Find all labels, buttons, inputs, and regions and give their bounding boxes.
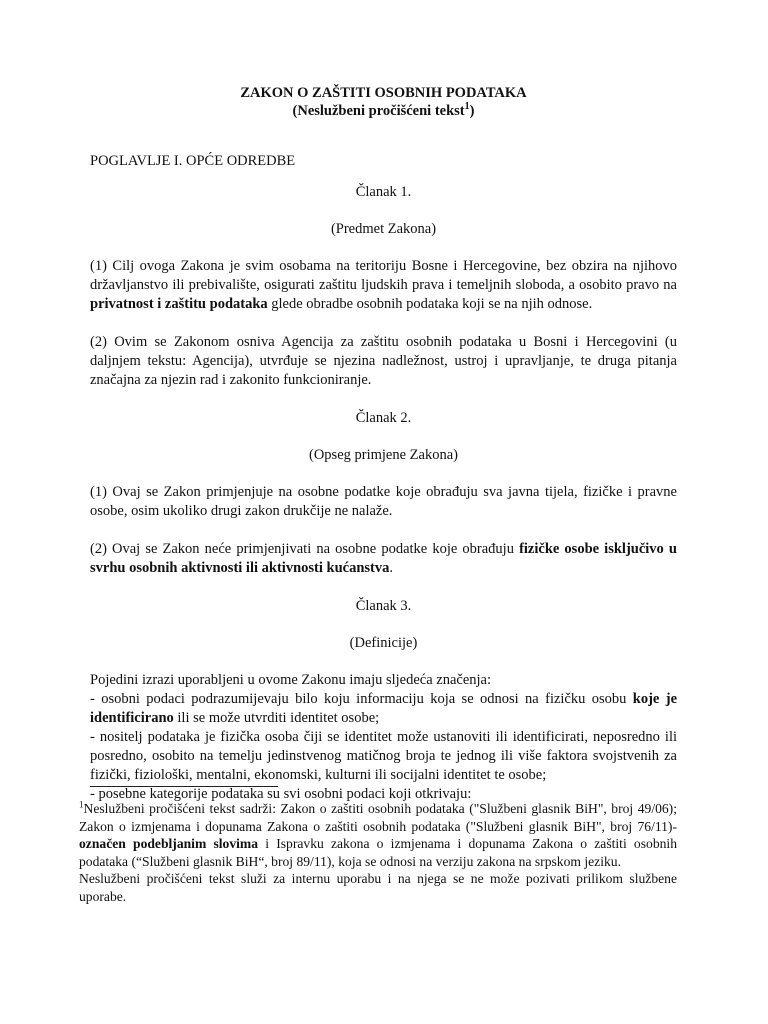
definition-item: - osobni podaci podrazumijevaju bilo koju informaciju koja se odnosi na fizičku osobu koje je identificirano ili se može utvrditi identitet osobe; [90,691,678,726]
article3-subheading: (Definicije) [349,635,418,651]
footnote-note: Neslužbeni pročišćeni tekst služi za internu uporabu i na njega se ne može pozivati prilikom službene uporabe. [79,871,677,904]
article1-paragraph1: (1) Cilj ovoga Zakona je svim osobama na teritoriju Bosne i Hercegovine, bez obzira na njihovo državljanstvo ili prebivalište, osigurati zaštitu ljudskih prava i temeljnih sloboda, a osobito pravo na privatnost i zaštitu podataka glede obradbe osobnih podataka koji se na njih odnose. [90,258,677,312]
footnote [79,800,677,905]
definition-item: - nositelj podataka je fizička osoba čiji se identitet može ustanoviti ili identificirati, neposredno ili posredno, osobito na temelju jedinstvenog matičnog broja te jednog ili više faktora svojstvenih za fizički, fiziološki, mentalni, ekonomski, kulturni ili socijalni identitet te osobe; [90,729,677,783]
article1-heading: Članak 1. [355,184,412,200]
article1-subheading: (Predmet Zakona) [330,221,437,237]
document-subtitle: (Neslužbeni pročišćeni tekst$^1$) [292,101,475,119]
definition-item: - posebne kategorije podataka su svi osobni podaci koji otkrivaju: [90,786,472,802]
article2-paragraph2: (2) Ovaj se Zakon neće primjenjivati na osobne podatke koje obrađuju fizičke osobe isključivo u svrhu osobnih aktivnosti ili aktivnosti kućanstva. [90,541,677,576]
footnote-ref[interactable]: 1 [464,101,470,113]
article3-intro: Pojedini izrazi uporabljeni u ovome Zakonu imaju sljedeća značenja: [90,672,492,688]
footnote-separator [90,786,278,787]
article2-subheading: (Opseg primjene Zakona) [309,447,458,463]
article2-heading: Članak 2. [355,410,412,426]
chapter-heading: POGLAVLJE I. OPĆE ODREDBE [90,153,296,169]
footnote-text: $^1$Neslužbeni pročišćeni tekst sadrži: Zakon o zaštiti osobnih podataka ("Službeni glasnik BiH", broj 49/06); Zakon o izmjenama i dopunama Zakona o zaštiti osobnih podataka ("Službeni glasnik BiH", broj 76/11)-označen podebljanim slovima i Ispravku zakona o izmjenama i dopunama Zakona o zaštiti osobnih podataka (“Službeni glasnik BiH“, broj 89/11), koja se odnosi na verziju zakona na srpskom jeziku. [79,799,677,869]
article3-heading: Članak 3. [355,598,412,614]
document-title: ZAKON O ZAŠTITI OSOBNIH PODATAKA [240,85,527,101]
article2-paragraph1: (1) Ovaj se Zakon primjenjuje na osobne podatke koje obrađuju sva javna tijela, fizičke i pravne osobe, osim ukoliko drugi zakon drukčije ne nalaže. [90,484,677,519]
article1-paragraph2: (2) Ovim se Zakonom osniva Agencija za zaštitu osobnih podataka u Bosni i Hercegovini (u daljnjem tekstu: Agencija), utvrđuje se njezina nadležnost, ustroj i upravljanje, te druga pitanja značajna za njezin rad i zakonito funkcioniranje. [90,334,677,388]
document-body [90,84,677,804]
